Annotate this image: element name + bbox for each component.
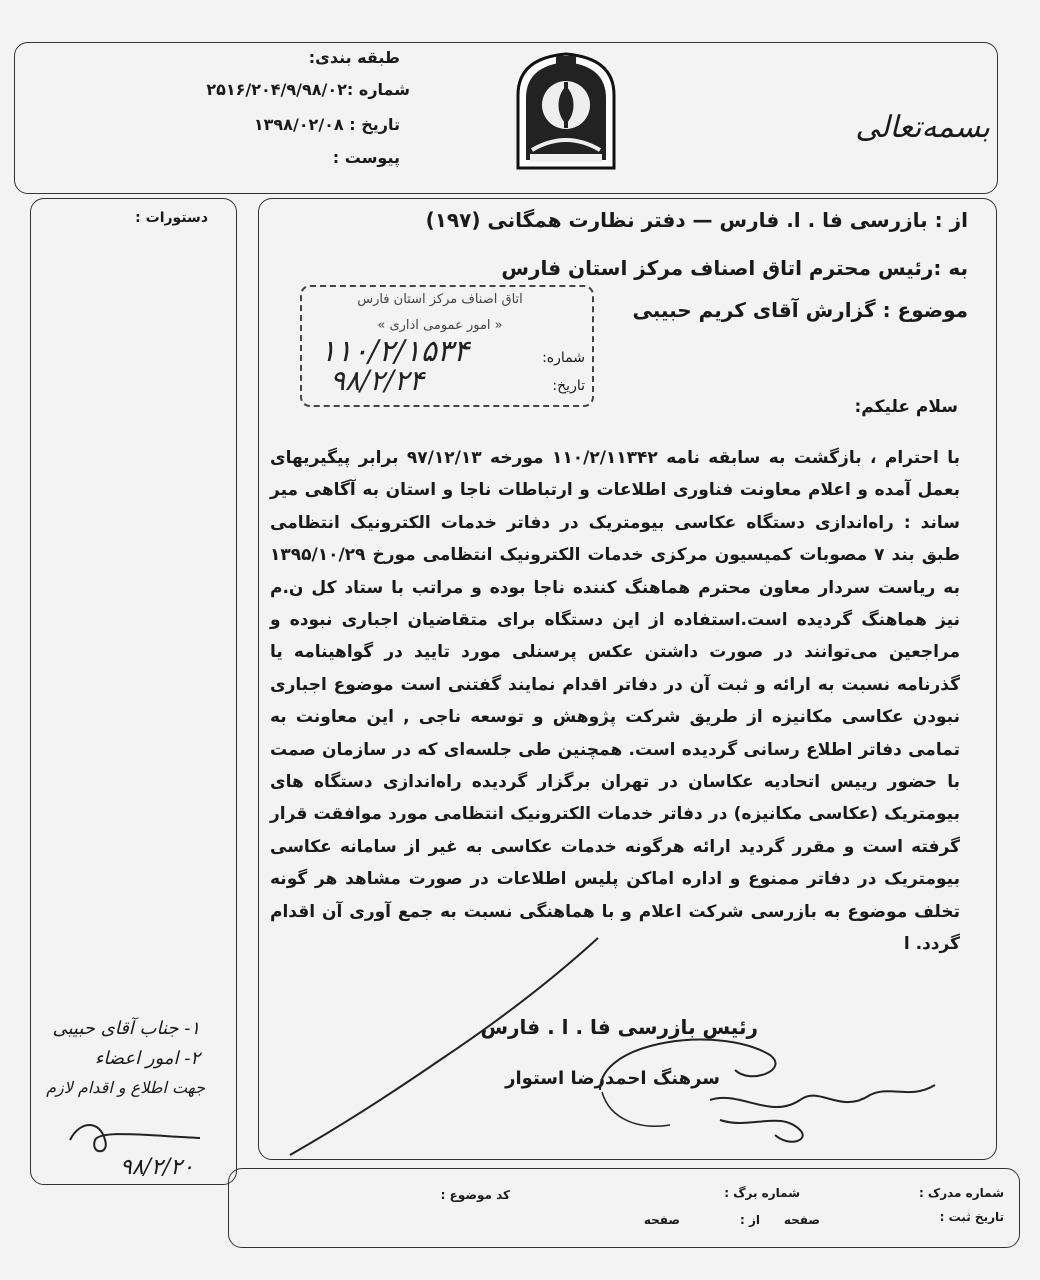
footer-subject-code: کد موضوع : bbox=[440, 1188, 510, 1202]
signer-title: رئیس بازرسی فا . ا . فارس bbox=[480, 1015, 758, 1039]
margin-note-3: جهت اطلاع و اقدام لازم bbox=[46, 1078, 205, 1097]
stamp-subtitle: « امور عمومی اداری » bbox=[377, 318, 503, 333]
attachment-label: پیوست : bbox=[332, 148, 400, 167]
classification-label: طبقه بندی: bbox=[308, 48, 400, 67]
from-line: از : بازرسی فا . ا. فارس — دفتر نظارت همگانی (۱۹۷) bbox=[425, 208, 968, 232]
stamp-number-label: شماره: bbox=[542, 350, 585, 366]
margin-initials-scribble bbox=[60, 1110, 210, 1160]
footer-sheet-number: شماره برگ : bbox=[724, 1186, 800, 1200]
footer-from: از : bbox=[740, 1213, 760, 1227]
footer-record-number: شماره مدرک : bbox=[918, 1186, 1004, 1200]
margin-note-1: ۱- جناب آقای حبیبی bbox=[52, 1018, 200, 1039]
basmala-heading: بسمه‌تعالی bbox=[855, 110, 990, 145]
subject-line: موضوع : گزارش آقای کریم حبیبی bbox=[632, 298, 968, 322]
signer-name: سرهنگ احمدرضا استوار bbox=[505, 1068, 720, 1089]
to-line: به :رئیس محترم اتاق اصناف مرکز استان فارس bbox=[501, 256, 968, 280]
letter-body: با احترام ، بازگشت به سابقه نامه ۱۱۰/۲/۱۱۳۴۲ مورخه ۹۷/۱۲/۱۳ برابر پیگیریهای بعمل آمده و اعلام معاونت فناوری اطلاعات و ارتباطات ناجا و استان به آگاهی میر ساند : راه‌اندازی دستگاه عکاسی بیومتریک در دفاتر خدمات الکترونیک انتظامی طبق بند ۷ مصوبات کمیسیون مرکزی خدمات الکترونیک انتظامی مورخ ۱۳۹۵/۱۰/۲۹ به ریاست سردار معاون محترم هماهنگ کننده ناجا بوده و مراتب با ستاد کل ن.م نیز هماهنگ گردیده است.استفاده از این دستگاه برای متقاضیان اجباری نبوده و مراجعین می‌توانند در صورت داشتن عکس پرسنلی مورد تایید در گواهینامه یا گذرنامه نسبت به ارائه و ثبت آن در دفاتر اقدام نمایند گفتنی است موضوع اجباری نبودن عکاسی مکانیزه از طریق شرکت پژوهش و توسعه ناجی , این معاونت به تمامی دفاتر اطلاع رسانی گردیده است. همچنین طی جلسه‌ای که در سازمان صمت با حضور رییس اتحادیه عکاسان در تهران برگزار گردیده راه‌اندازی دستگاه های بیومتریک (عکاسی مکانیزه) در دفاتر خدمات الکترونیک انتظامی مورد موافقت قرار گرفته است و مقرر گردید ارائه هرگونه خدمات عکاسی به غیر از سامانه عکاسی بیومتریک در دفاتر ممنوع و اداره اماکن پلیس اطلاعات در صورت مشاهد هر گونه تخلف موضوع به بازرسی شرکت اعلام و با هماهنگی نسبت به جمع آوری آن اقدام گردد. ا bbox=[270, 448, 961, 955]
margin-note-2: ۲- امور اعضاء bbox=[94, 1048, 200, 1069]
instructions-label: دستورات : bbox=[135, 210, 208, 226]
stamp-date-value: ۹۸/۲/۲۴ bbox=[330, 364, 425, 397]
signature-scribble bbox=[540, 1030, 940, 1150]
salutation: سلام علیکم: bbox=[854, 397, 958, 417]
stamp-title: اتاق اصناف مرکز استان فارس bbox=[357, 292, 523, 307]
stamp-number-value: ۱۱۰/۲/۱۵۳۴ bbox=[320, 334, 470, 369]
header-frame bbox=[14, 42, 998, 194]
footer-registration-date: تاریخ ثبت : bbox=[939, 1210, 1004, 1224]
footer-frame bbox=[228, 1168, 1020, 1248]
margin-note-date: ۹۸/۲/۲۰ bbox=[120, 1155, 194, 1180]
footer-page: صفحه bbox=[783, 1213, 820, 1227]
stamp-date-label: تاریخ: bbox=[552, 378, 585, 394]
letter-date: تاریخ : ۱۳۹۸/۰۲/۰۸ bbox=[253, 115, 400, 134]
footer-page-2: صفحه bbox=[643, 1213, 680, 1227]
police-emblem-icon bbox=[508, 50, 624, 172]
letter-number: شماره :۲۵۱۶/۲۰۴/۹/۹۸/۰۲ bbox=[206, 80, 410, 99]
